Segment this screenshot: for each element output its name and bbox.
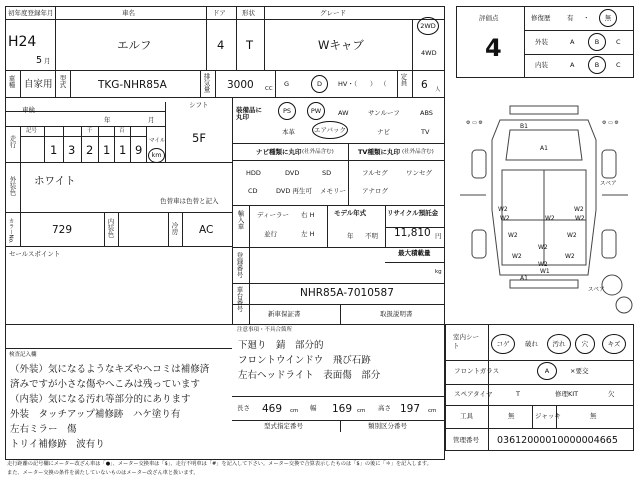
footer-line-1: 走行距離の記号欄にメーター改ざん車は「●」、メーター交換車は「$」、走行不明車は「#」を記入して下さい。メーター交換で合算表示したものは「$」の後に「＊」を記入します。 — [7, 461, 432, 467]
svg-text:⚙ ▭ ⚙: ⚙ ▭ ⚙ — [466, 120, 483, 126]
displacement-value: 3000 — [227, 79, 254, 91]
navi-sd: SD — [322, 169, 332, 177]
equipment-sunroof: サンルーフ — [368, 109, 400, 117]
interior-sheet-hole-circled: 穴 — [575, 334, 595, 354]
svg-text:⚙ ▭ ⚙: ⚙ ▭ ⚙ — [602, 120, 619, 126]
fuel-other: （ — [380, 80, 387, 88]
jack-label: ジャッキ — [535, 412, 561, 420]
length-label: 長さ — [237, 404, 250, 412]
car-name: エルフ — [117, 38, 152, 52]
registration-year: H24 — [8, 34, 37, 50]
tv-note: (社外品含む) — [402, 149, 434, 155]
width-value: 169 — [332, 403, 353, 415]
recycle-value: 11,810 — [394, 227, 431, 239]
model-year-label: モデル年式 — [334, 209, 367, 217]
width-unit: cm — [357, 408, 366, 414]
equipment-leather: 本革 — [282, 128, 295, 136]
repair-yes: 有 — [567, 14, 574, 22]
interior-grade-label: 内装 — [535, 61, 548, 69]
odometer-digit: 1 — [50, 143, 58, 157]
odometer-label: 走行 — [8, 135, 17, 148]
import-right-hand: 右 H — [301, 211, 315, 219]
diagram-mark: W2 — [545, 215, 555, 222]
rating-value: 4 — [485, 34, 502, 62]
capacity-label: 定員 — [399, 73, 408, 86]
chassis-value: NHR85A-7010587 — [300, 287, 394, 299]
equipment-abs: ABS — [420, 109, 433, 117]
chassis-label: 車台番号 — [235, 286, 244, 312]
exterior-color-label: 外装色 — [8, 176, 17, 196]
new-warranty: 新車保証書 — [268, 310, 301, 318]
odometer-digit-label-2: 千 — [87, 128, 93, 134]
interior-grade-a: A — [570, 61, 575, 69]
equipment-aw: AW — [338, 109, 349, 117]
tv-fullseg: フルセグ — [362, 169, 388, 177]
interior-sheet-scratch-circled: キズ — [602, 334, 626, 354]
interior-grade-b-circled: B — [588, 56, 606, 74]
jack-value: 無 — [590, 412, 597, 420]
model-year-unknown: 不明 — [365, 232, 378, 240]
repair-sep: ・ — [583, 14, 590, 22]
model-label: 型式 — [58, 75, 67, 88]
front-glass-ok-circled: A — [537, 362, 557, 380]
import-left-hand: 左 H — [301, 230, 315, 238]
import-dealer: ディーラー — [257, 211, 289, 219]
odometer-digit: 2 — [86, 143, 94, 157]
navi-note: (社外品含む) — [302, 149, 334, 155]
first-registration-label: 初年度登録年月 — [8, 9, 54, 17]
model-value: TKG-NHR85A — [98, 79, 167, 91]
notes-line: フロントウインドウ 飛び石跡 — [238, 355, 371, 366]
notes-line: 下廻り 錆 部分的 — [238, 340, 324, 351]
inspector-line: 済みですが小さな傷やへこみは残っています — [10, 379, 201, 390]
vehicle-class: 自家用 — [24, 79, 53, 90]
class-number-label: 類別区分番号 — [368, 422, 407, 430]
diagram-mark: B1 — [520, 123, 528, 130]
rating-label: 評価点 — [479, 14, 499, 22]
tv-analog: アナログ — [362, 187, 388, 195]
drive-4wd: 4WD — [421, 49, 437, 57]
inspector-line: 外装 タッチアップ補修跡 ハケ塗り有 — [10, 409, 181, 420]
shift-value: 5F — [192, 131, 206, 145]
diagram-mark: W2 — [500, 215, 510, 222]
door-label: ドア — [213, 9, 226, 17]
notes-line: 左右ヘッドライト 表面傷 部分 — [238, 370, 381, 381]
navi-dvd: DVD — [285, 169, 300, 177]
odometer-digit: 1 — [119, 143, 127, 157]
width-label: 幅 — [310, 404, 317, 412]
navi-dvd-play: DVD 再生可 — [276, 187, 312, 195]
tv-oneseg: ワンセグ — [406, 169, 432, 177]
odometer-unit-km-circled: km — [148, 148, 165, 163]
capacity-value: 6 — [421, 79, 428, 91]
tools-label: 工具 — [460, 412, 473, 420]
inspector-label: 検査記入欄 — [9, 352, 37, 358]
tv-label: TV種類に丸印 — [358, 148, 400, 156]
spare-tire-label: スペアタイヤ — [454, 390, 493, 398]
footer-line-2: また、メーター交換の条件を満たしていないものはメーター改ざん車と扱います。 — [7, 470, 199, 476]
import-label: 輸入車 — [236, 210, 245, 230]
import-parallel: 並行 — [264, 230, 277, 238]
color-code-value: 729 — [52, 224, 73, 236]
navi-label: ナビ種類に丸印 — [256, 148, 302, 156]
repair-history-label: 修復歴 — [531, 14, 551, 22]
diagram-mark: W2 — [508, 232, 518, 239]
inspector-line: （内装）気になる汚れ等部分的にあります — [10, 394, 191, 405]
height-label: 高さ — [378, 404, 391, 412]
vehicle-class-label: 車種 — [7, 75, 16, 88]
shape-label: 形状 — [242, 9, 255, 17]
height-unit: cm — [428, 408, 437, 414]
diagram-mark: A1 — [540, 145, 548, 152]
height-value: 197 — [400, 403, 421, 415]
equipment-airbag-circled: エアバック — [312, 121, 348, 139]
fuel-hv: HV・（ — [338, 80, 358, 88]
diagram-mark: W2 — [565, 253, 575, 260]
equipment-navi: ナビ — [377, 128, 390, 136]
equipment-pw-circled: PW — [307, 102, 325, 120]
recycle-unit: 円 — [435, 232, 442, 240]
diagram-mark: W2 — [575, 215, 585, 222]
diagram-mark: W2 — [538, 244, 548, 251]
odometer-digit: 3 — [68, 143, 76, 157]
grade-label: グレード — [320, 9, 346, 17]
diagram-mark: W2 — [574, 206, 584, 213]
interior-color-label: 内装色 — [106, 218, 115, 238]
equipment-ps-circled: PS — [278, 102, 296, 120]
length-unit: cm — [290, 408, 299, 414]
equipment-label: 装備品に丸印 — [236, 106, 262, 121]
inspection-month-unit: 月 — [148, 116, 155, 124]
exterior-grade-b-circled: B — [588, 33, 606, 51]
length-value: 469 — [262, 403, 283, 415]
vehicle-damage-diagram — [452, 100, 636, 320]
spare-tire-t: T — [516, 390, 520, 398]
capacity-unit: 人 — [435, 87, 441, 93]
manual: 取扱説明書 — [380, 310, 413, 318]
inspection-label: 車検 — [22, 106, 35, 114]
exterior-grade-c: C — [616, 38, 621, 46]
odometer-unit-mile: マイル — [149, 138, 166, 144]
interior-sheet-dirt-circled: 汚れ — [547, 334, 571, 354]
color-code-label: カラーNo. — [7, 218, 14, 244]
exterior-grade-label: 外装 — [535, 38, 548, 46]
model-year-unit: 年 — [347, 232, 354, 240]
body-shape: T — [246, 38, 254, 52]
inspector-line: （外装）気になるようなキズやヘコミは補修済 — [10, 364, 210, 375]
management-value: 03612000010000004665 — [497, 435, 618, 446]
diagram-mark: W2 — [512, 253, 522, 260]
diagram-mark: W2 — [538, 261, 548, 268]
navi-memory: メモリー — [320, 187, 346, 195]
fuel-hv-close: ） — [370, 80, 377, 88]
ac-label: 冷房 — [170, 222, 179, 235]
inspector-line: トリイ補修跡 波有り — [10, 439, 105, 450]
interior-sheet-burn-circled: コゲ — [491, 334, 515, 354]
fuel-g: G — [284, 80, 290, 88]
diagram-mark: W2 — [567, 232, 577, 239]
inspection-year-unit: 年 — [104, 116, 111, 124]
equipment-tv: TV — [421, 128, 430, 136]
navi-hdd: HDD — [246, 169, 261, 177]
interior-grade-c: C — [616, 61, 621, 69]
front-glass-label: フロントガラス — [454, 367, 500, 375]
diagram-mark: W1 — [540, 268, 550, 275]
tools-value: 無 — [508, 412, 515, 420]
inspector-line: 左右ミラー 傷 — [10, 424, 77, 435]
management-label: 管理番号 — [453, 436, 479, 444]
navi-cd: CD — [248, 187, 258, 195]
fuel-d-circled: D — [311, 75, 328, 93]
ac-value: AC — [199, 224, 214, 236]
spare-label: スペア — [600, 181, 617, 187]
displacement-label: 排気量 — [202, 73, 211, 93]
exterior-color-note: 色替車は色替と記入 — [160, 197, 219, 205]
max-load-label: 最大積載量 — [398, 249, 431, 257]
interior-sheet-label: 室内シート — [453, 333, 479, 351]
spare2-label: スペア — [588, 287, 605, 293]
displacement-unit: CC — [265, 86, 273, 92]
type-designation-label: 型式指定番号 — [264, 422, 303, 430]
grade-value: Wキャブ — [318, 38, 364, 52]
notes-label: 注意事項・不具合箇所 — [237, 327, 293, 333]
odometer-digit-label-1: 記号 — [26, 128, 38, 134]
odometer-digit-label-3: 百 — [119, 128, 125, 134]
registration-month-unit: 月 — [44, 57, 51, 65]
shift-label: シフト — [189, 101, 209, 109]
repair-no-circled: 無 — [599, 9, 617, 27]
odometer-digit: 9 — [135, 143, 143, 157]
sales-point-label: セールスポイント — [9, 250, 61, 258]
diagram-mark: A1 — [520, 275, 528, 282]
registration-label: 登録番号 — [235, 252, 244, 278]
registration-month: 5 — [36, 55, 43, 66]
odometer-digit: 1 — [103, 143, 111, 157]
interior-sheet-tear: 破れ — [525, 340, 538, 348]
exterior-color-value: ホワイト — [34, 175, 76, 187]
drive-2wd-circled: 2WD — [417, 17, 439, 35]
recycle-label: リサイクル預託金 — [387, 209, 439, 217]
exterior-grade-a: A — [570, 38, 575, 46]
spare-tire-kit: 修理KIT — [555, 390, 579, 398]
front-glass-replace: ×要交 — [570, 367, 589, 375]
spare-tire-none: 欠 — [608, 390, 615, 398]
car-name-label: 車名 — [122, 9, 135, 17]
door-count: 4 — [217, 38, 225, 52]
diagram-mark: W2 — [498, 206, 508, 213]
max-load-unit: kg — [435, 269, 442, 275]
